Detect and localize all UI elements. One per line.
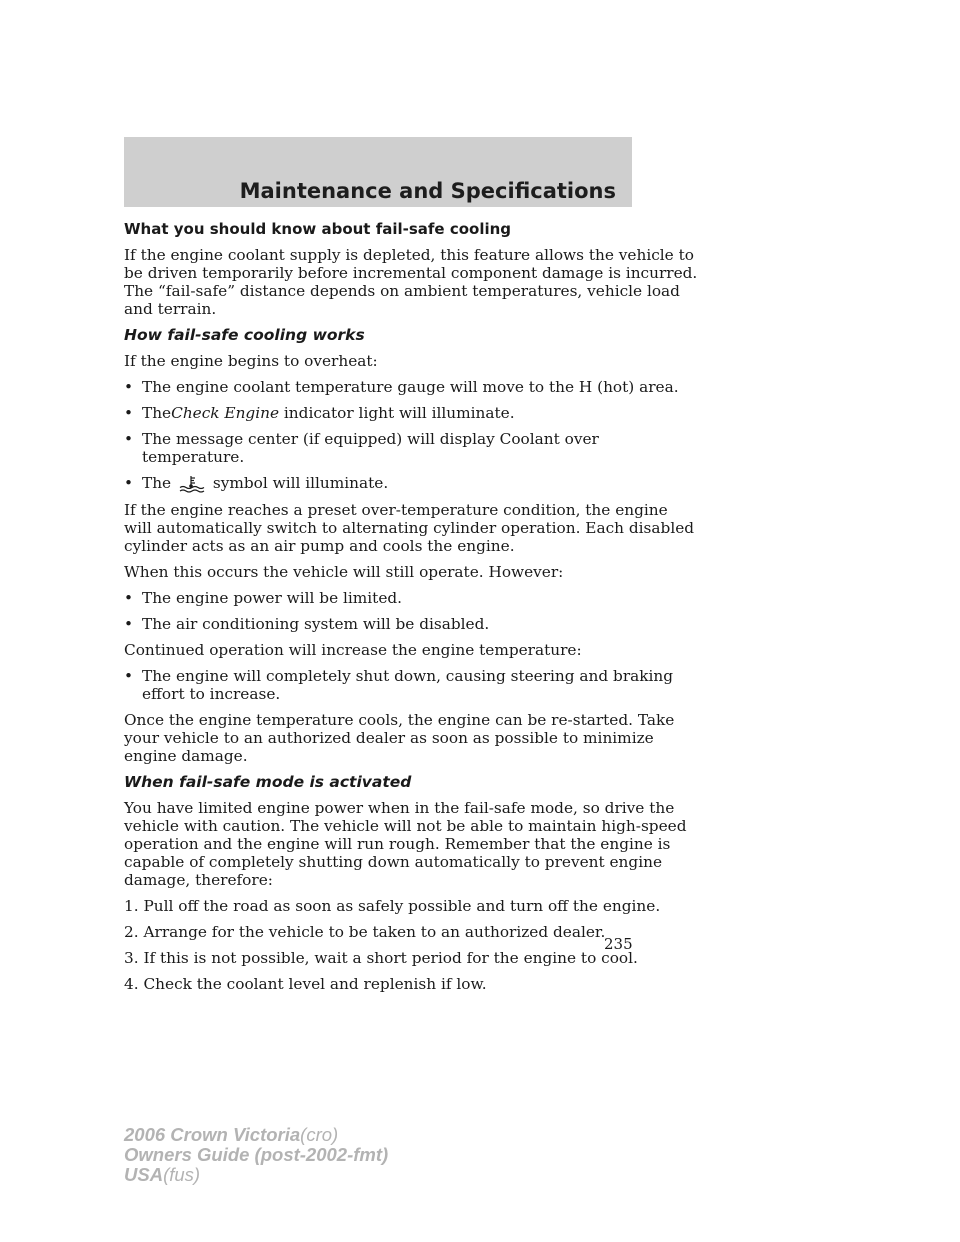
bullet-item bbox=[124, 430, 644, 466]
intro-line: If the engine coolant supply is depleted, this feature allows the vehicle to bbox=[124, 246, 694, 264]
paragraph-line: Once the engine temperature cools, the engine can be re-started. Take bbox=[124, 711, 675, 729]
page-content bbox=[124, 220, 698, 1001]
bullet-text-pre: The bbox=[142, 404, 172, 422]
how-lead: If the engine begins to overheat: bbox=[124, 352, 378, 370]
restart-paragraph bbox=[124, 711, 675, 765]
intro-paragraph bbox=[124, 246, 698, 318]
footer-model: 2006 Crown Victoria bbox=[124, 1124, 301, 1145]
bullet-item bbox=[124, 404, 644, 422]
continued-lead: Continued operation will increase the engine temperature: bbox=[124, 641, 582, 659]
bullet-text-post: indicator light will illuminate. bbox=[283, 404, 515, 422]
paragraph-line: cylinder acts as an air pump and cools the engine. bbox=[124, 537, 515, 555]
paragraph-line: damage, therefore: bbox=[124, 871, 273, 889]
paragraph-line: You have limited engine power when in the fail-safe mode, so drive the bbox=[124, 799, 675, 817]
bullet-text: The message center (if equipped) will display Coolant over bbox=[142, 430, 599, 448]
bullet-dot: • bbox=[124, 589, 134, 607]
intro-heading: What you should know about fail-safe cooling bbox=[124, 220, 512, 238]
paragraph-line: capable of completely shutting down automatically to prevent engine bbox=[124, 853, 662, 871]
activated-heading: When fail-safe mode is activated bbox=[124, 773, 412, 791]
bullet-text-pre: The bbox=[142, 474, 172, 492]
coolant-temperature-icon bbox=[178, 475, 206, 493]
bullet-dot: • bbox=[124, 430, 134, 448]
how-heading: How fail-safe cooling works bbox=[124, 326, 365, 344]
intro-line: The “fail-safe” distance depends on ambient temperatures, vehicle load bbox=[124, 282, 680, 300]
bullet-item bbox=[124, 378, 679, 396]
section-title: Maintenance and Specifications bbox=[239, 179, 616, 203]
footer-market: USA bbox=[124, 1164, 164, 1185]
bullet-text: The engine power will be limited. bbox=[142, 589, 403, 607]
bullet-text: The air conditioning system will be disabled. bbox=[142, 615, 490, 633]
bullet-item bbox=[124, 615, 644, 633]
step-item: 1. Pull off the road as soon as safely possible and turn off the engine. bbox=[124, 897, 661, 915]
bullet-text: The engine will completely shut down, causing steering and braking bbox=[142, 667, 674, 685]
document-footer bbox=[124, 1125, 388, 1185]
paragraph-line: vehicle with caution. The vehicle will not be able to maintain high-speed bbox=[124, 817, 687, 835]
paragraph-line: operation and the engine will run rough. Remember that the engine is bbox=[124, 835, 671, 853]
check-engine-label: Check Engine bbox=[171, 404, 280, 422]
footer-guide: Owners Guide (post-2002-fmt) bbox=[124, 1144, 389, 1165]
step-item: 3. If this is not possible, wait a short period for the engine to cool. bbox=[124, 949, 638, 967]
step-item: 2. Arrange for the vehicle to be taken to an authorized dealer. bbox=[124, 923, 606, 941]
page-number: 235 bbox=[604, 935, 633, 953]
paragraph-line: engine damage. bbox=[124, 747, 248, 765]
paragraph-line: If the engine reaches a preset over-temperature condition, the engine bbox=[124, 501, 668, 519]
bullet-item bbox=[124, 589, 644, 607]
bullet-dot: • bbox=[124, 404, 134, 422]
step-item: 4. Check the coolant level and replenish if low. bbox=[124, 975, 487, 993]
paragraph-line: will automatically switch to alternating cylinder operation. Each disabled bbox=[124, 519, 695, 537]
bullet-dot: • bbox=[124, 474, 134, 492]
overtemp-paragraph bbox=[124, 501, 695, 555]
activated-paragraph bbox=[124, 799, 687, 889]
bullet-text: effort to increase. bbox=[142, 685, 281, 703]
bullet-item bbox=[124, 474, 644, 493]
paragraph-line: your vehicle to an authorized dealer as soon as possible to minimize bbox=[124, 729, 654, 747]
footer-market-code: (fus) bbox=[163, 1164, 201, 1185]
bullet-text: temperature. bbox=[142, 448, 245, 466]
bullet-dot: • bbox=[124, 667, 134, 685]
footer-model-code: (cro) bbox=[300, 1124, 339, 1145]
bullet-text-post: symbol will illuminate. bbox=[212, 474, 389, 492]
when-lead: When this occurs the vehicle will still operate. However: bbox=[124, 563, 564, 581]
bullet-item bbox=[124, 667, 674, 703]
section-header-band bbox=[124, 137, 632, 207]
intro-line: and terrain. bbox=[124, 300, 217, 318]
intro-line: be driven temporarily before incremental component damage is incurred. bbox=[124, 264, 698, 282]
bullet-dot: • bbox=[124, 615, 134, 633]
bullet-text: The engine coolant temperature gauge will move to the H (hot) area. bbox=[142, 378, 679, 396]
bullet-dot: • bbox=[124, 378, 134, 396]
